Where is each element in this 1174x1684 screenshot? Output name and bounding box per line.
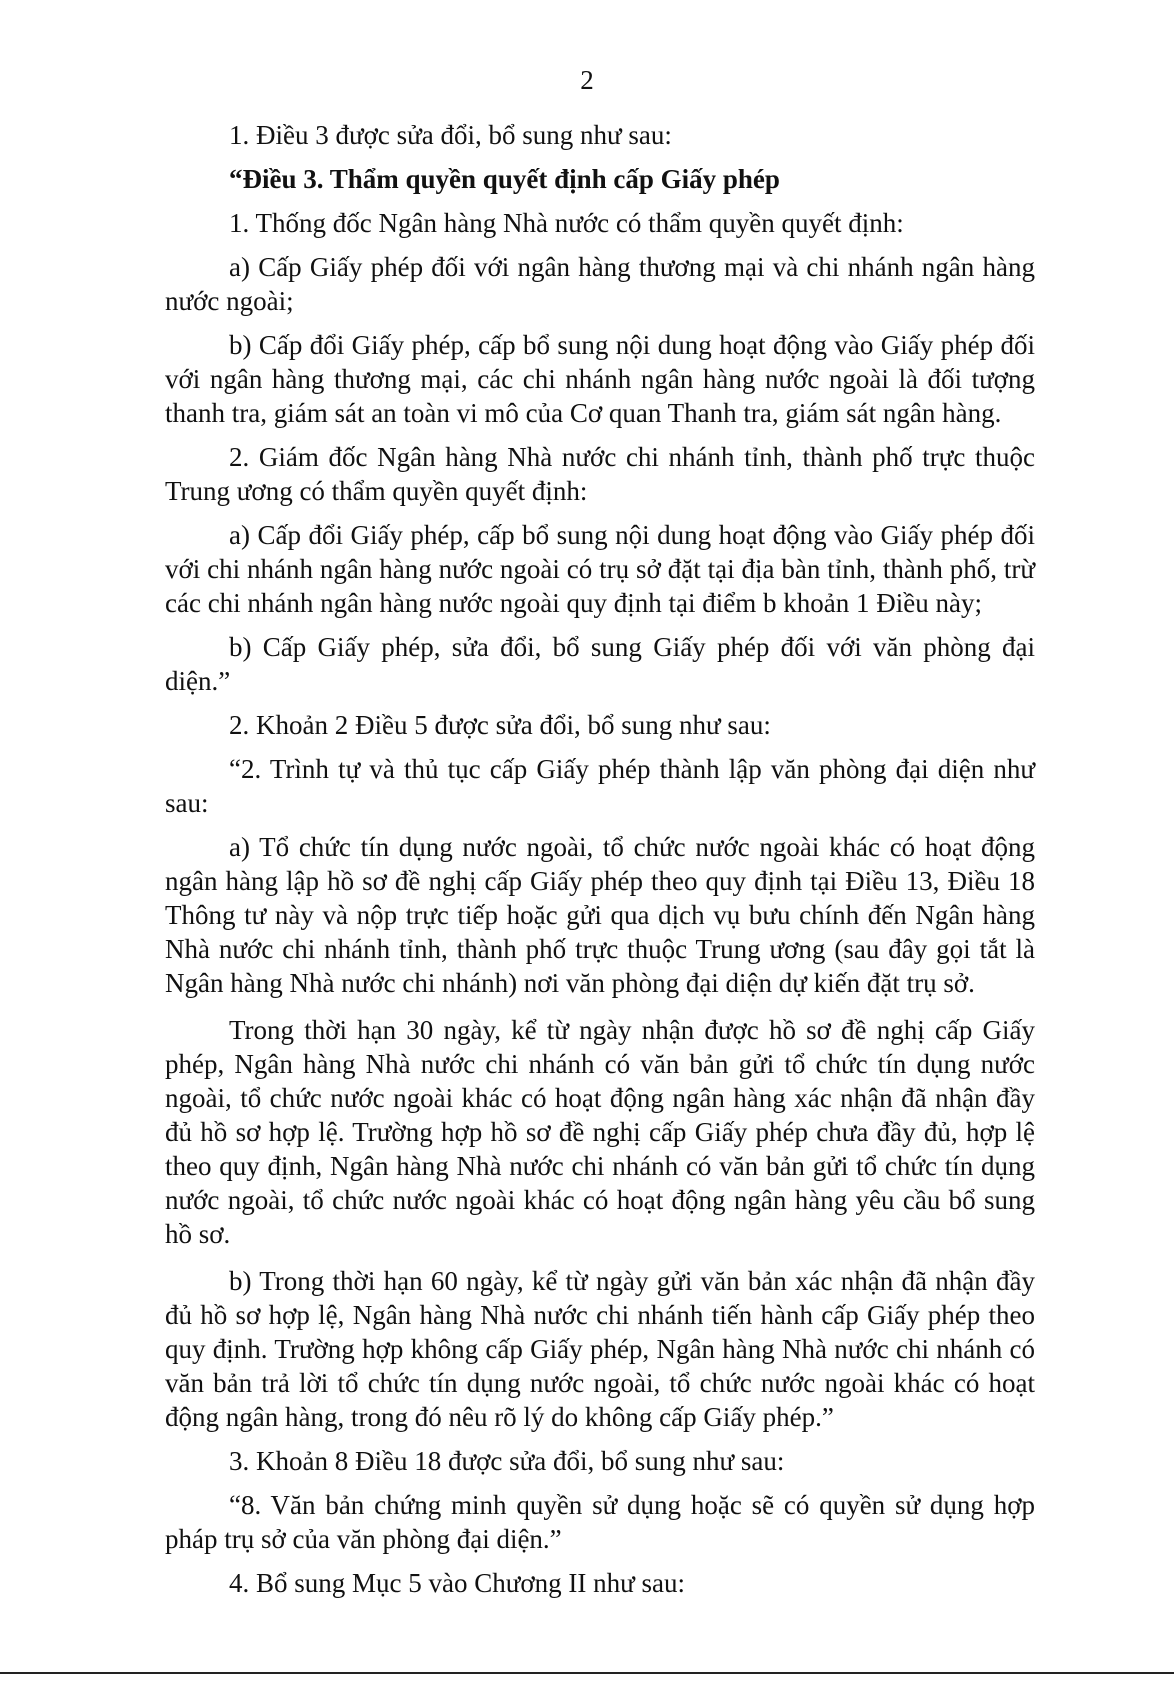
page-number: 2	[580, 65, 594, 95]
clause-8-text: “8. Văn bản chứng minh quyền sử dụng hoặc sẽ có quyền sử dụng hợp pháp trụ sở của văn phòng đại diện.”	[165, 1490, 1035, 1554]
procedure-point-a: a) Tổ chức tín dụng nước ngoài, tổ chức nước ngoài khác có hoạt động ngân hàng lập hồ sơ đề nghị cấp Giấy phép theo quy định tại Điều 13, Điều 18 Thông tư này và nộp trực tiếp hoặc gửi qua dịch vụ bưu chính đến Ngân hàng Nhà nước chi nhánh tỉnh, thành phố trực thuộc Trung ương (sau đây gọi tắt là Ngân hàng Nhà nước chi nhánh) nơi văn phòng đại diện dự kiến đặt trụ sở.	[165, 832, 1035, 998]
clause-1-point-a: a) Cấp Giấy phép đối với ngân hàng thương mại và chi nhánh ngân hàng nước ngoài;	[165, 252, 1035, 316]
procedure-point-b: b) Trong thời hạn 60 ngày, kể từ ngày gửi văn bản xác nhận đã nhận đầy đủ hồ sơ hợp lệ, Ngân hàng Nhà nước chi nhánh tiến hành cấp Giấy phép theo quy định. Trường hợp không cấp Giấy phép, Ngân hàng Nhà nước chi nhánh có văn bản trả lời tổ chức tín dụng nước ngoài, tổ chức nước ngoài khác có hoạt động ngân hàng, trong đó nêu rõ lý do không cấp Giấy phép.”	[165, 1266, 1035, 1432]
clause-1-point-b: b) Cấp đổi Giấy phép, cấp bổ sung nội dung hoạt động vào Giấy phép đối với ngân hàng thương mại, các chi nhánh ngân hàng nước ngoài là đối tượng thanh tra, giám sát an toàn vi mô của Cơ quan Thanh tra, giám sát ngân hàng.	[165, 330, 1035, 428]
clause-1-governor: 1. Thống đốc Ngân hàng Nhà nước có thẩm quyền quyết định:	[229, 208, 904, 238]
clause-2-point-b: b) Cấp Giấy phép, sửa đổi, bổ sung Giấy phép đối với văn phòng đại diện.”	[165, 632, 1035, 696]
paragraph-item-4-intro: 4. Bổ sung Mục 5 vào Chương II như sau:	[229, 1568, 686, 1598]
article-3-heading: “Điều 3. Thẩm quyền quyết định cấp Giấy phép	[229, 164, 780, 194]
paragraph-item-3-intro: 3. Khoản 8 Điều 18 được sửa đổi, bổ sung như sau:	[229, 1446, 785, 1476]
clause-2-director: 2. Giám đốc Ngân hàng Nhà nước chi nhánh tỉnh, thành phố trực thuộc Trung ương có thẩm quyền quyết định:	[165, 442, 1035, 506]
document-body	[165, 118, 1035, 1610]
clause-2-point-a: a) Cấp đổi Giấy phép, cấp bổ sung nội dung hoạt động vào Giấy phép đối với chi nhánh ngân hàng nước ngoài có trụ sở đặt tại địa bàn tỉnh, thành phố, trừ các chi nhánh ngân hàng nước ngoài quy định tại điểm b khoản 1 Điều này;	[165, 520, 1035, 618]
procedure-30-days: Trong thời hạn 30 ngày, kể từ ngày nhận được hồ sơ đề nghị cấp Giấy phép, Ngân hàng Nhà nước chi nhánh có văn bản gửi tổ chức tín dụng nước ngoài, tổ chức nước ngoài khác có hoạt động ngân hàng xác nhận đã nhận đầy đủ hồ sơ hợp lệ. Trường hợp hồ sơ đề nghị cấp Giấy phép chưa đầy đủ, hợp lệ theo quy định, Ngân hàng Nhà nước chi nhánh có văn bản gửi tổ chức tín dụng nước ngoài, tổ chức nước ngoài khác có hoạt động ngân hàng yêu cầu bổ sung hồ sơ.	[165, 1015, 1035, 1249]
bottom-divider	[0, 1672, 1174, 1674]
paragraph-item-2-intro: 2. Khoản 2 Điều 5 được sửa đổi, bổ sung như sau:	[229, 710, 771, 740]
procedure-heading: “2. Trình tự và thủ tục cấp Giấy phép thành lập văn phòng đại diện như sau:	[165, 754, 1035, 818]
paragraph-item-1-intro: 1. Điều 3 được sửa đổi, bổ sung như sau:	[229, 120, 672, 150]
